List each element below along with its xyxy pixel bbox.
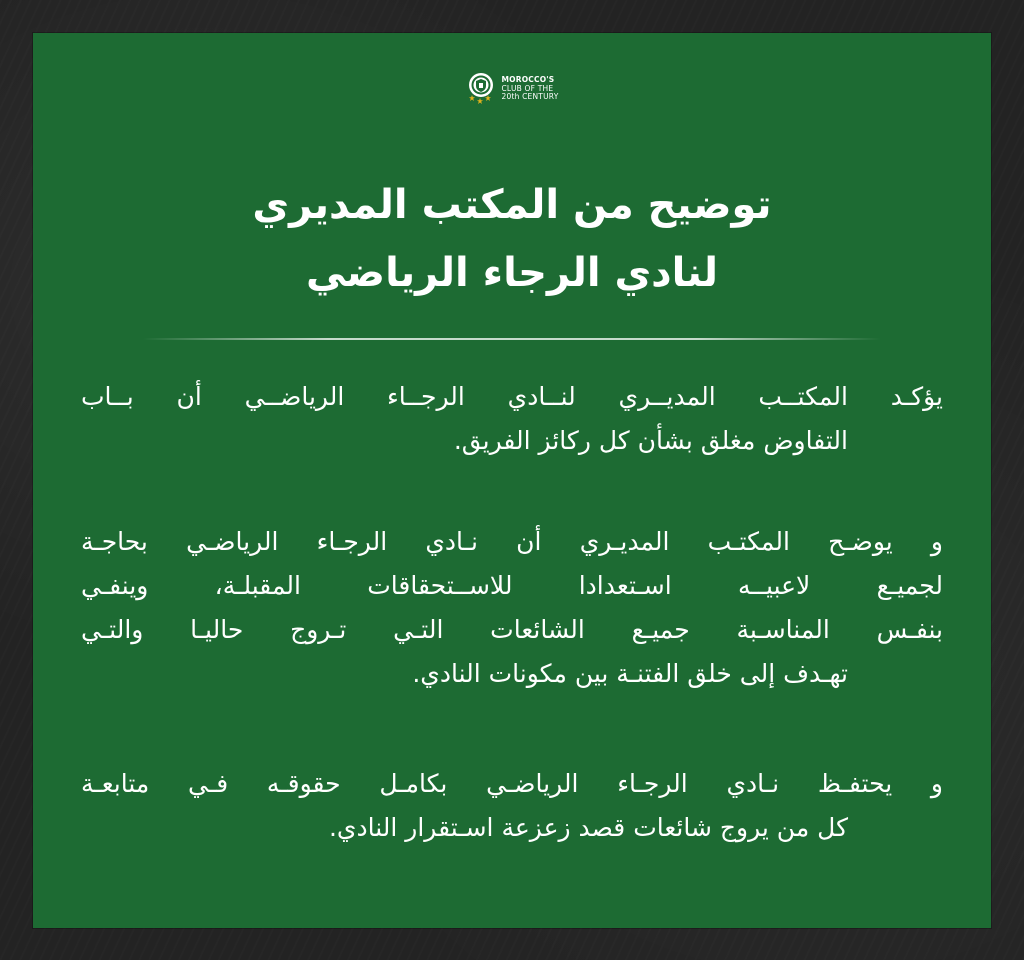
paragraph-1	[81, 375, 943, 463]
club-crest-icon	[466, 71, 496, 107]
paragraph-line: التفاوض مغلق بشأن كل ركائز الفريق.	[453, 426, 848, 455]
paragraph-line: لجميـع لاعبيــه اسـتعدادا للاســتحقاقات المقبلـة، وينفـي	[81, 571, 943, 600]
paragraph-line: تهـدف إلى خلق الفتنـة بين مكونات النادي.	[412, 659, 848, 688]
statement-title	[33, 171, 991, 307]
paragraph-line: يؤكـد المكتــب المديــري لنــادي الرجــاء الرياضــي أن بــاب	[81, 382, 943, 411]
club-logo	[33, 71, 991, 107]
paragraph-line: كل من يروج شائعات قصد زعزعة اسـتقرار النادي.	[328, 813, 848, 842]
paragraph-3	[81, 762, 943, 850]
title-divider	[143, 338, 881, 340]
paragraph-line: و يوضـح المكتـب المديـري أن نـادي الرجـاء الرياضـي بحاجـة	[81, 527, 943, 556]
logo-text-line2: CLUB OF THE	[501, 83, 554, 93]
title-line-1: توضيح من المكتب المديري	[252, 182, 772, 228]
logo-text-line1: MOROCCO'S	[501, 75, 555, 85]
logo-text	[502, 76, 559, 102]
paragraph-2	[81, 520, 943, 696]
paragraph-line: بنفـس المناسـبة جميـع الشائعات التـي تـروج حاليـا والتـي	[81, 615, 943, 644]
title-line-2: لنادي الرجاء الرياضي	[305, 250, 719, 296]
logo-text-line3: 20th CENTURY	[501, 92, 559, 102]
statement-panel	[33, 33, 991, 928]
paragraph-line: و يحتفـظ نـادي الرجـاء الرياضـي بكامـل حقوقـه فـي متابعـة	[81, 769, 943, 798]
